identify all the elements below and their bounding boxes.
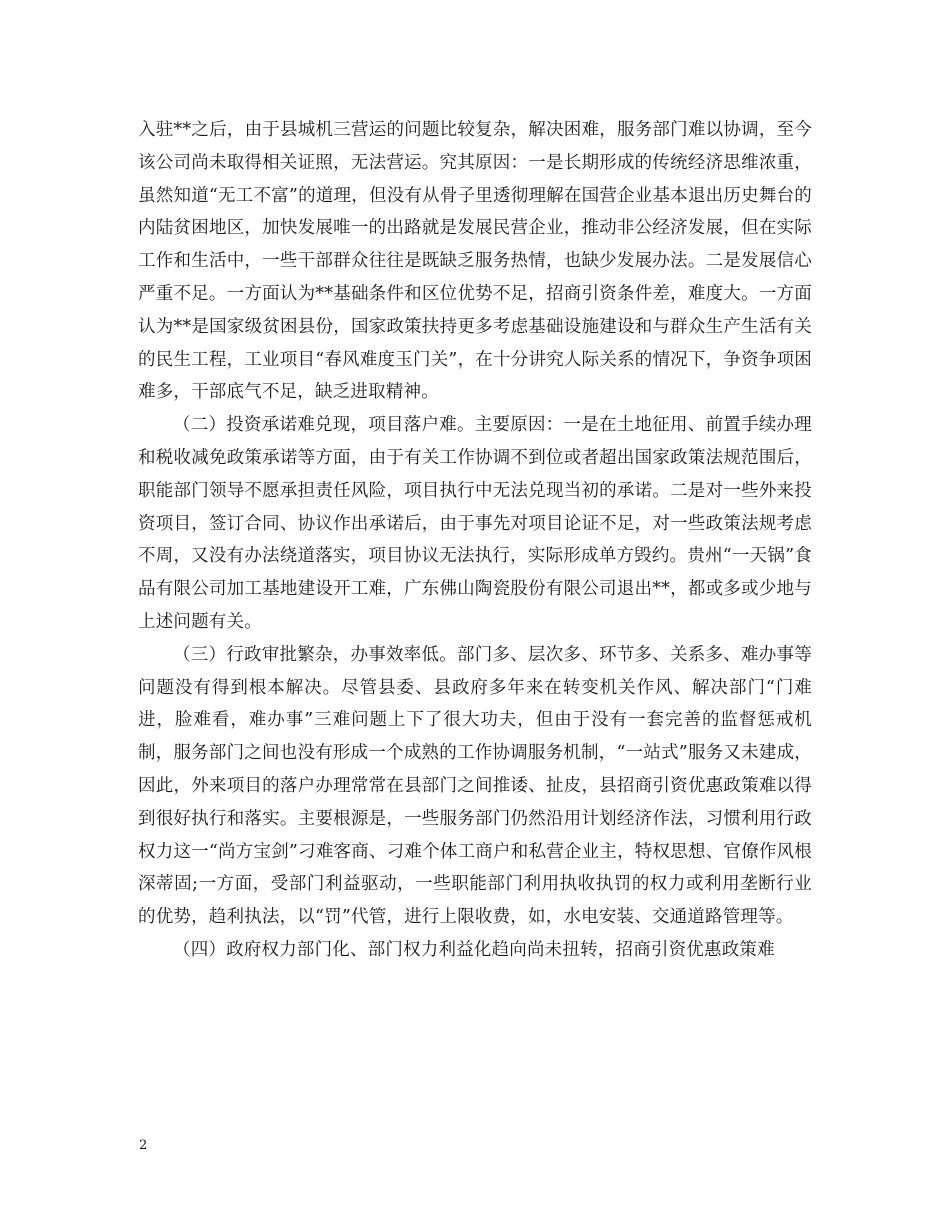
body-text	[138, 114, 812, 967]
page-number: 2	[139, 1138, 148, 1153]
paragraph-continuation: 入驻**之后，由于县城机三营运的问题比较复杂，解决困难，服务部门难以协调，至今该公司尚未取得相关证照，无法营运。究其原因：一是长期形成的传统经济思维浓重，虽然知道“无工不富”的道理，但没有从骨子里透彻理解在国营企业基本退出历史舞台的内陆贫困地区，加快发展唯一的出路就是发展民营企业，推动非公经济发展，但在实际工作和生活中，一些干部群众往往是既缺乏服务热情，也缺少发展办法。二是发展信心严重不足。一方面认为**基础条件和区位优势不足，招商引资条件差，难度大。一方面认为**是国家级贫困县份，国家政策扶持更多考虑基础设施建设和与群众生产生活有关的民生工程，工业项目“春风难度玉门关”，在十分讲究人际关系的情况下，争资争项困难多，干部底气不足，缺乏进取精神。	[138, 120, 812, 403]
paragraph-section-3: （三）行政审批繁杂，办事效率低。部门多、层次多、环节多、关系多、难办事等问题没有得到根本解决。尽管县委、县政府多年来在转变机关作风、解决部门“门难进，脸难看，难办事”三难问题上下了很大功夫，但由于没有一套完善的监督惩戒机制，服务部门之间也没有形成一个成熟的工作协调服务机制，“一站式”服务又未建成，因此，外来项目的落户办理常常在县部门之间推诿、扯皮，县招商引资优惠政策难以得到很好执行和落实。主要根源是，一些服务部门仍然沿用计划经济作法，习惯利用行政权力这一“尚方宝剑”刁难客商、刁难个体工商户和私营企业主，特权思想、官僚作风根深蒂固;一方面，受部门利益驱动，一些职能部门利用执收执罚的权力或利用垄断行业的优势，趋利执法，以“罚”代管，进行上限收费，如，水电安装、交通道路管理等。	[138, 644, 812, 928]
paragraph-section-4: （四）政府权力部门化、部门权力利益化趋向尚未扭转，招商引资优惠政策难	[173, 939, 775, 960]
paragraph-section-2: （二）投资承诺难兑现，项目落户难。主要原因：一是在土地征用、前置手续办理和税收减免政策承诺等方面，由于有关工作协调不到位或者超出国家政策法规范围后，职能部门领导不愿承担责任风险，项目执行中无法兑现当初的承诺。二是对一些外来投资项目，签订合同、协议作出承诺后，由于事先对项目论证不足，对一些政策法规考虑不周，又没有办法绕道落实，项目协议无法执行，实际形成单方毁约。贵州“一天锅”食品有限公司加工基地建设开工难，广东佛山陶瓷股份有限公司退出**，都或多或少地与上述问题有关。	[138, 415, 812, 632]
